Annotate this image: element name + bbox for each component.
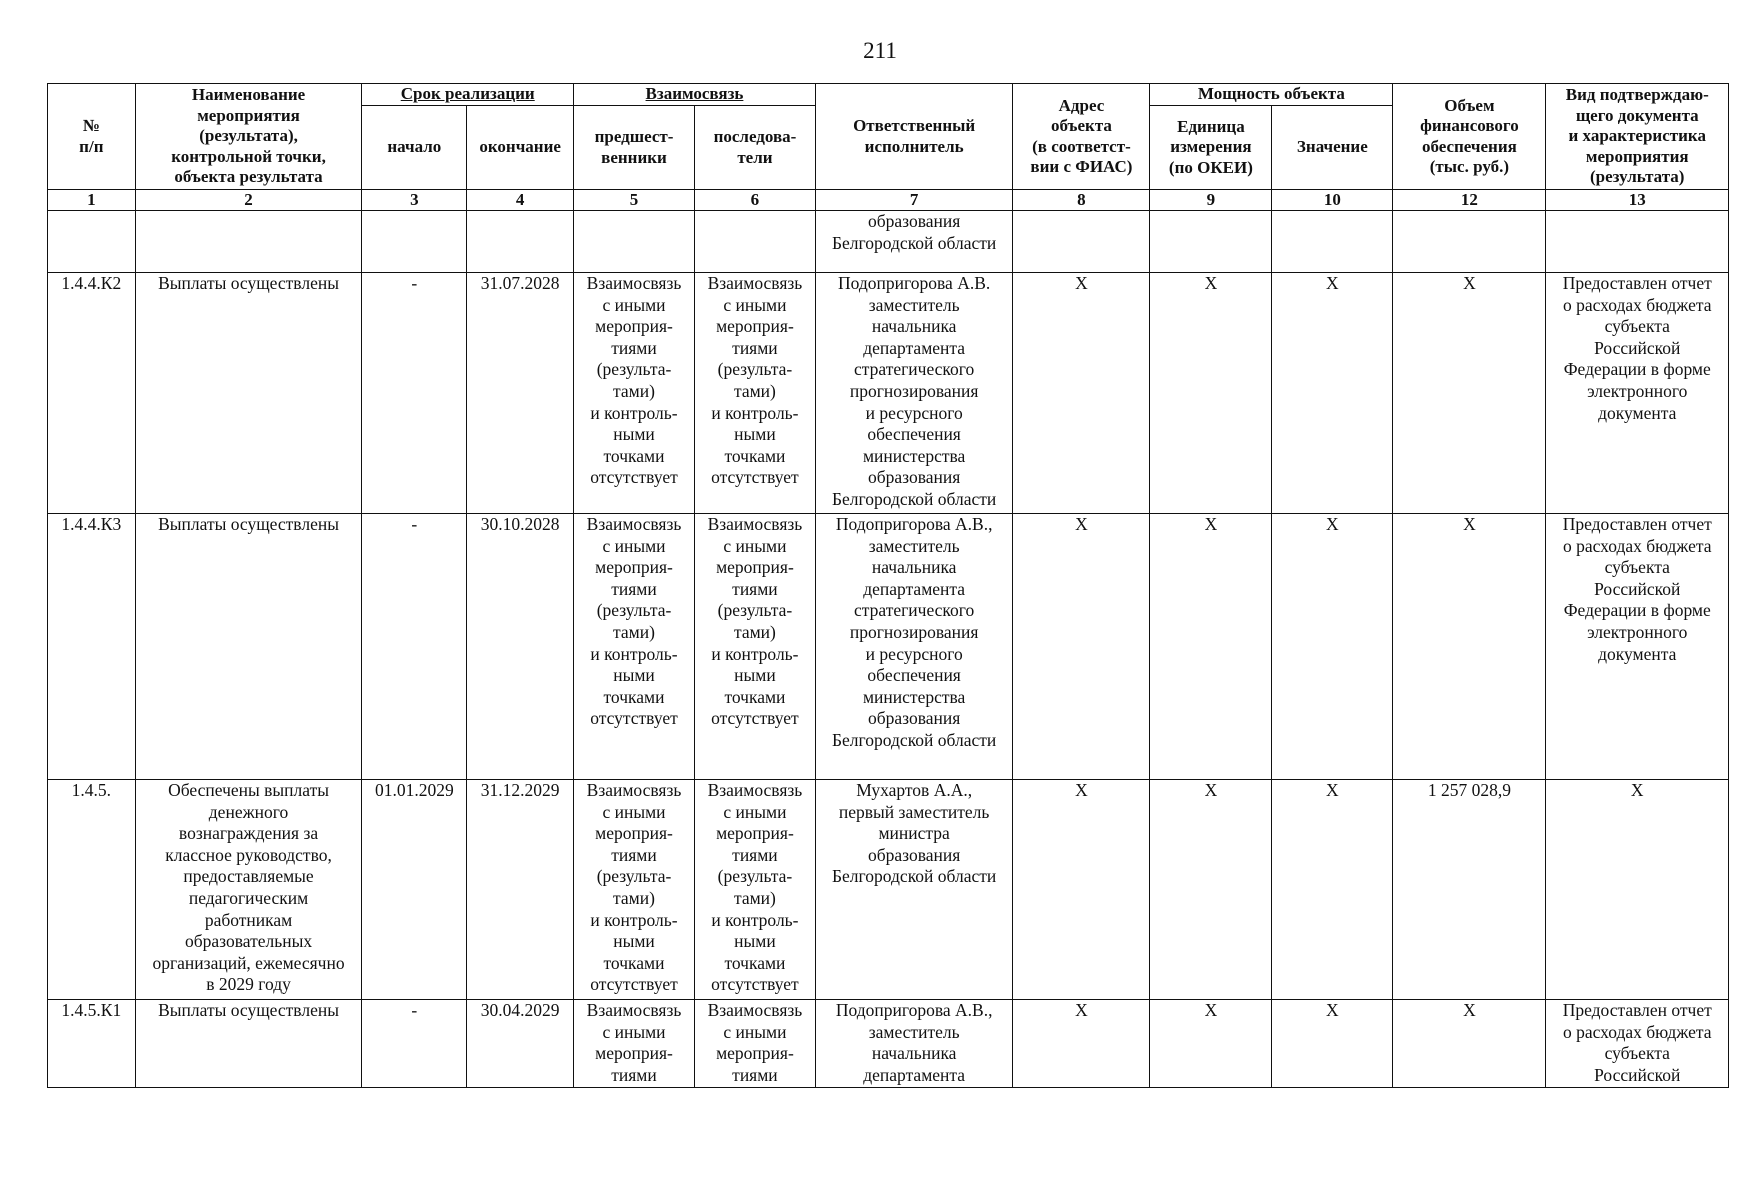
cell-end: 30.10.2028 <box>467 514 574 780</box>
cell-finance: X <box>1393 273 1546 514</box>
header-predecessors: предшест- венники <box>574 106 695 190</box>
header-power: Мощность объекта <box>1150 84 1393 106</box>
header-address: Адрес объекта (в соответст- вии с ФИАС) <box>1013 84 1150 190</box>
cell-end <box>467 211 574 273</box>
header-link: Взаимосвязь <box>574 84 816 106</box>
cell-document <box>1546 211 1729 273</box>
cell-unit: X <box>1150 1000 1272 1088</box>
column-number: 3 <box>362 190 467 211</box>
cell-end: 31.07.2028 <box>467 273 574 514</box>
header-number: № п/п <box>48 84 136 190</box>
cell-responsible: Подопригорова А.В. заместитель начальника департамента стратегического прогнозирования и ресурсного обеспечения министерства образования Белгородской области <box>815 273 1013 514</box>
cell-start <box>362 211 467 273</box>
cell-name <box>135 211 362 273</box>
cell-num: 1.4.5.К1 <box>48 1000 136 1088</box>
cell-responsible: Мухартов А.А., первый заместитель министра образования Белгородской области <box>815 780 1013 1000</box>
cell-document: Предоставлен отчет о расходах бюджета субъекта Российской <box>1546 1000 1729 1088</box>
cell-predecessors: Взаимосвязь с иными мероприя- тиями <box>574 1000 695 1088</box>
cell-unit: X <box>1150 514 1272 780</box>
cell-responsible: образования Белгородской области <box>815 211 1013 273</box>
cell-value: X <box>1272 1000 1393 1088</box>
table-row <box>48 514 1729 780</box>
table-row <box>48 780 1729 1000</box>
cell-document: X <box>1546 780 1729 1000</box>
header-successors: последова- тели <box>694 106 815 190</box>
header-name: Наименование мероприятия (результата), контрольной точки, объекта результата <box>135 84 362 190</box>
cell-value: X <box>1272 273 1393 514</box>
column-number: 9 <box>1150 190 1272 211</box>
cell-unit <box>1150 211 1272 273</box>
cell-unit: X <box>1150 780 1272 1000</box>
column-number: 6 <box>694 190 815 211</box>
activities-table <box>47 83 1729 1088</box>
header-unit: Единица измерения (по ОКЕИ) <box>1150 106 1272 190</box>
cell-value <box>1272 211 1393 273</box>
column-number: 2 <box>135 190 362 211</box>
table-header <box>48 84 1729 211</box>
table-row <box>48 1000 1729 1088</box>
cell-address: X <box>1013 273 1150 514</box>
cell-value: X <box>1272 780 1393 1000</box>
cell-start: - <box>362 273 467 514</box>
cell-num <box>48 211 136 273</box>
table-body <box>48 211 1729 1088</box>
cell-finance: X <box>1393 514 1546 780</box>
cell-finance: X <box>1393 1000 1546 1088</box>
cell-name: Обеспечены выплаты денежного вознаграждения за классное руководство, предоставляемые педагогическим работникам образовательных организаций, ежемесячно в 2029 году <box>135 780 362 1000</box>
column-number: 10 <box>1272 190 1393 211</box>
cell-address <box>1013 211 1150 273</box>
table-row <box>48 273 1729 514</box>
cell-name: Выплаты осуществлены <box>135 273 362 514</box>
cell-responsible: Подопригорова А.В., заместитель начальника департамента стратегического прогнозирования и ресурсного обеспечения министерства образования Белгородской области <box>815 514 1013 780</box>
column-number: 13 <box>1546 190 1729 211</box>
cell-finance <box>1393 211 1546 273</box>
cell-num: 1.4.4.К3 <box>48 514 136 780</box>
cell-start: 01.01.2029 <box>362 780 467 1000</box>
column-number: 12 <box>1393 190 1546 211</box>
header-end: окончание <box>467 106 574 190</box>
cell-value: X <box>1272 514 1393 780</box>
header-document: Вид подтверждаю- щего документа и характеристика мероприятия (результата) <box>1546 84 1729 190</box>
cell-document: Предоставлен отчет о расходах бюджета субъекта Российской Федерации в форме электронного документа <box>1546 514 1729 780</box>
cell-successors: Взаимосвязь с иными мероприя- тиями (результа- тами) и контроль- ными точками отсутствует <box>694 514 815 780</box>
cell-predecessors: Взаимосвязь с иными мероприя- тиями (результа- тами) и контроль- ными точками отсутствует <box>574 780 695 1000</box>
cell-end: 30.04.2029 <box>467 1000 574 1088</box>
cell-finance: 1 257 028,9 <box>1393 780 1546 1000</box>
cell-successors: Взаимосвязь с иными мероприя- тиями (результа- тами) и контроль- ными точками отсутствует <box>694 780 815 1000</box>
cell-name: Выплаты осуществлены <box>135 514 362 780</box>
column-number: 8 <box>1013 190 1150 211</box>
header-term: Срок реализации <box>362 84 574 106</box>
cell-predecessors: Взаимосвязь с иными мероприя- тиями (результа- тами) и контроль- ными точками отсутствует <box>574 273 695 514</box>
column-number: 1 <box>48 190 136 211</box>
cell-address: X <box>1013 514 1150 780</box>
cell-successors: Взаимосвязь с иными мероприя- тиями (результа- тами) и контроль- ными точками отсутствует <box>694 273 815 514</box>
cell-unit: X <box>1150 273 1272 514</box>
column-number: 5 <box>574 190 695 211</box>
cell-predecessors: Взаимосвязь с иными мероприя- тиями (результа- тами) и контроль- ными точками отсутствует <box>574 514 695 780</box>
column-number: 7 <box>815 190 1013 211</box>
page-number: 211 <box>863 38 897 63</box>
cell-end: 31.12.2029 <box>467 780 574 1000</box>
cell-successors: Взаимосвязь с иными мероприя- тиями <box>694 1000 815 1088</box>
column-number: 4 <box>467 190 574 211</box>
cell-num: 1.4.5. <box>48 780 136 1000</box>
cell-document: Предоставлен отчет о расходах бюджета субъекта Российской Федерации в форме электронного документа <box>1546 273 1729 514</box>
cell-responsible: Подопригорова А.В., заместитель начальника департамента <box>815 1000 1013 1088</box>
table-row <box>48 211 1729 273</box>
cell-num: 1.4.4.К2 <box>48 273 136 514</box>
cell-predecessors <box>574 211 695 273</box>
header-value: Значение <box>1272 106 1393 190</box>
header-start: начало <box>362 106 467 190</box>
cell-successors <box>694 211 815 273</box>
header-finance: Объем финансового обеспечения (тыс. руб.) <box>1393 84 1546 190</box>
cell-address: X <box>1013 1000 1150 1088</box>
cell-name: Выплаты осуществлены <box>135 1000 362 1088</box>
cell-start: - <box>362 514 467 780</box>
cell-address: X <box>1013 780 1150 1000</box>
header-responsible: Ответственный исполнитель <box>815 84 1013 190</box>
cell-start: - <box>362 1000 467 1088</box>
